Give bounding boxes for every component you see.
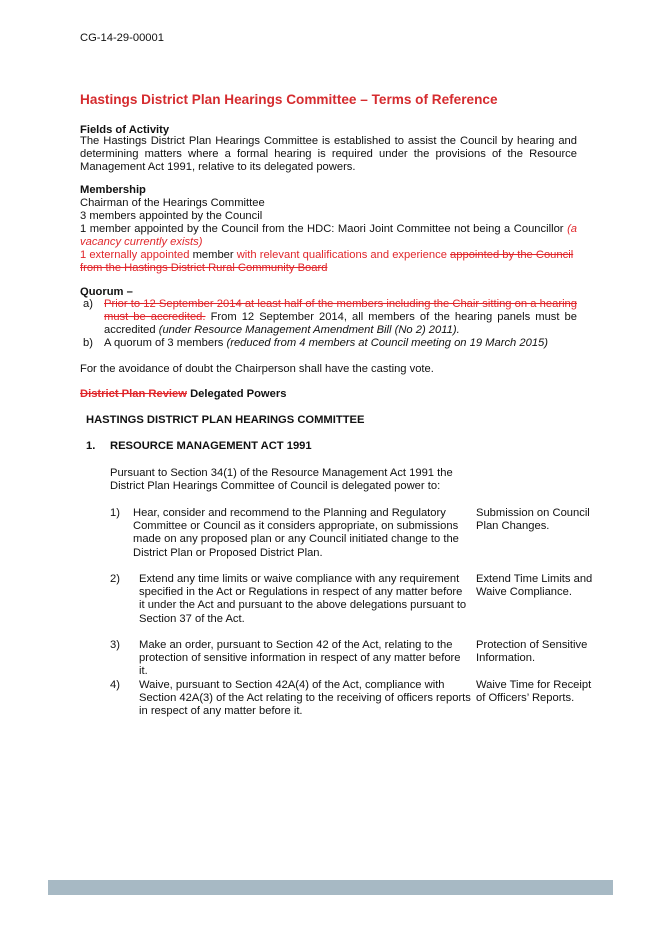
quorum-a-struck: Prior to 12 September 2014 at least half of the members including the Chair sitting on a hearing must be accredited.	[104, 298, 577, 324]
membership-line-maori	[80, 223, 577, 249]
power-item-side-note: Extend Time Limits and Waive Compliance.	[476, 573, 593, 599]
quorum-b-text	[104, 337, 577, 350]
section-title: RESOURCE MANAGEMENT ACT 1991	[110, 440, 312, 452]
power-item-number: 2)	[110, 573, 120, 585]
quorum-a-text	[104, 298, 577, 338]
membership-heading: Membership	[80, 184, 146, 196]
delegated-powers-heading	[80, 388, 286, 401]
section-intro: Pursuant to Section 34(1) of the Resource Management Act 1991 the District Plan Hearings Committee of Council is delegated power to:	[110, 467, 453, 493]
casting-vote-text: For the avoidance of doubt the Chairperson shall have the casting vote.	[80, 363, 434, 375]
quorum-a-note: (under Resource Management Amendment Bill (No 2) 2011).	[158, 324, 460, 337]
power-item-text: Waive, pursuant to Section 42A(4) of the Act, compliance with Section 42A(3) of the Act relating to the receiving of officers reports in respect of any matter before it.	[139, 679, 471, 718]
membership-maori-text: 1 member appointed by the Council from the HDC: Maori Joint Committee not being a Councillor	[80, 223, 564, 235]
membership-line-chairman: Chairman of the Hearings Committee	[80, 197, 265, 209]
membership-line-council: 3 members appointed by the Council	[80, 210, 263, 222]
quorum-b-current: A quorum of 3 members	[104, 337, 224, 349]
quorum-b-note: (reduced from 4 members at Council meeting on 19 March 2015)	[226, 337, 548, 349]
page-title: Hastings District Plan Hearings Committee – Terms of Reference	[80, 92, 498, 107]
membership-external-struck: appointed by the Council from the Hastings District Rural Community Board	[80, 249, 574, 275]
membership-external-red: 1 externally appointed	[80, 249, 190, 261]
power-item-side-note: Submission on Council Plan Changes.	[476, 507, 590, 533]
power-item-side-note: Protection of Sensitive Information.	[476, 639, 588, 665]
membership-external-qualifications: with relevant qualifications and experience	[236, 249, 447, 261]
power-item-text: Extend any time limits or waive compliance with any requirement specified in the Act or Regulations in respect of any matter before it under the Act and pursuant to the above delegations pursuant to Section 37 of the Act.	[139, 573, 467, 625]
membership-external-plain: member	[192, 249, 234, 261]
power-item-text: Make an order, pursuant to Section 42 of the Act, relating to the protection of sensitive information in respect of any matter before it.	[139, 639, 461, 678]
fields-heading: Fields of Activity	[80, 124, 170, 136]
power-item-number: 4)	[110, 679, 120, 691]
document-id: CG-14-29-00001	[80, 32, 164, 44]
section-number: 1.	[86, 440, 96, 452]
quorum-heading: Quorum –	[80, 286, 133, 298]
delegated-powers-struck: District Plan Review	[80, 388, 187, 400]
membership-vacancy-note: (a vacancy currently exists)	[80, 223, 578, 249]
fields-text: The Hastings District Plan Hearings Committee is established to assist the Council by hearing and determining matters where a formal hearing is required under the provisions of the Resource Management Act 1991, relative to its delegated powers.	[80, 135, 577, 174]
footer-bar	[48, 880, 613, 895]
power-item-number: 3)	[110, 639, 120, 651]
quorum-a-marker: a)	[83, 298, 93, 310]
power-item-number: 1)	[110, 507, 120, 519]
quorum-b-marker: b)	[83, 337, 93, 349]
committee-heading: HASTINGS DISTRICT PLAN HEARINGS COMMITTEE	[86, 414, 365, 426]
power-item-side-note: Waive Time for Receipt of Officers’ Reports.	[476, 679, 592, 705]
power-item-text: Hear, consider and recommend to the Planning and Regulatory Committee or Council as it considers appropriate, on submissions made on any proposed plan or any Council initiated change to the District Plan or Proposed District Plan.	[133, 507, 459, 559]
delegated-powers-label: Delegated Powers	[190, 388, 287, 400]
quorum-a-current: From 12 September 2014, all members of the hearing panels must be accredited	[104, 311, 577, 337]
membership-line-external	[80, 249, 577, 275]
